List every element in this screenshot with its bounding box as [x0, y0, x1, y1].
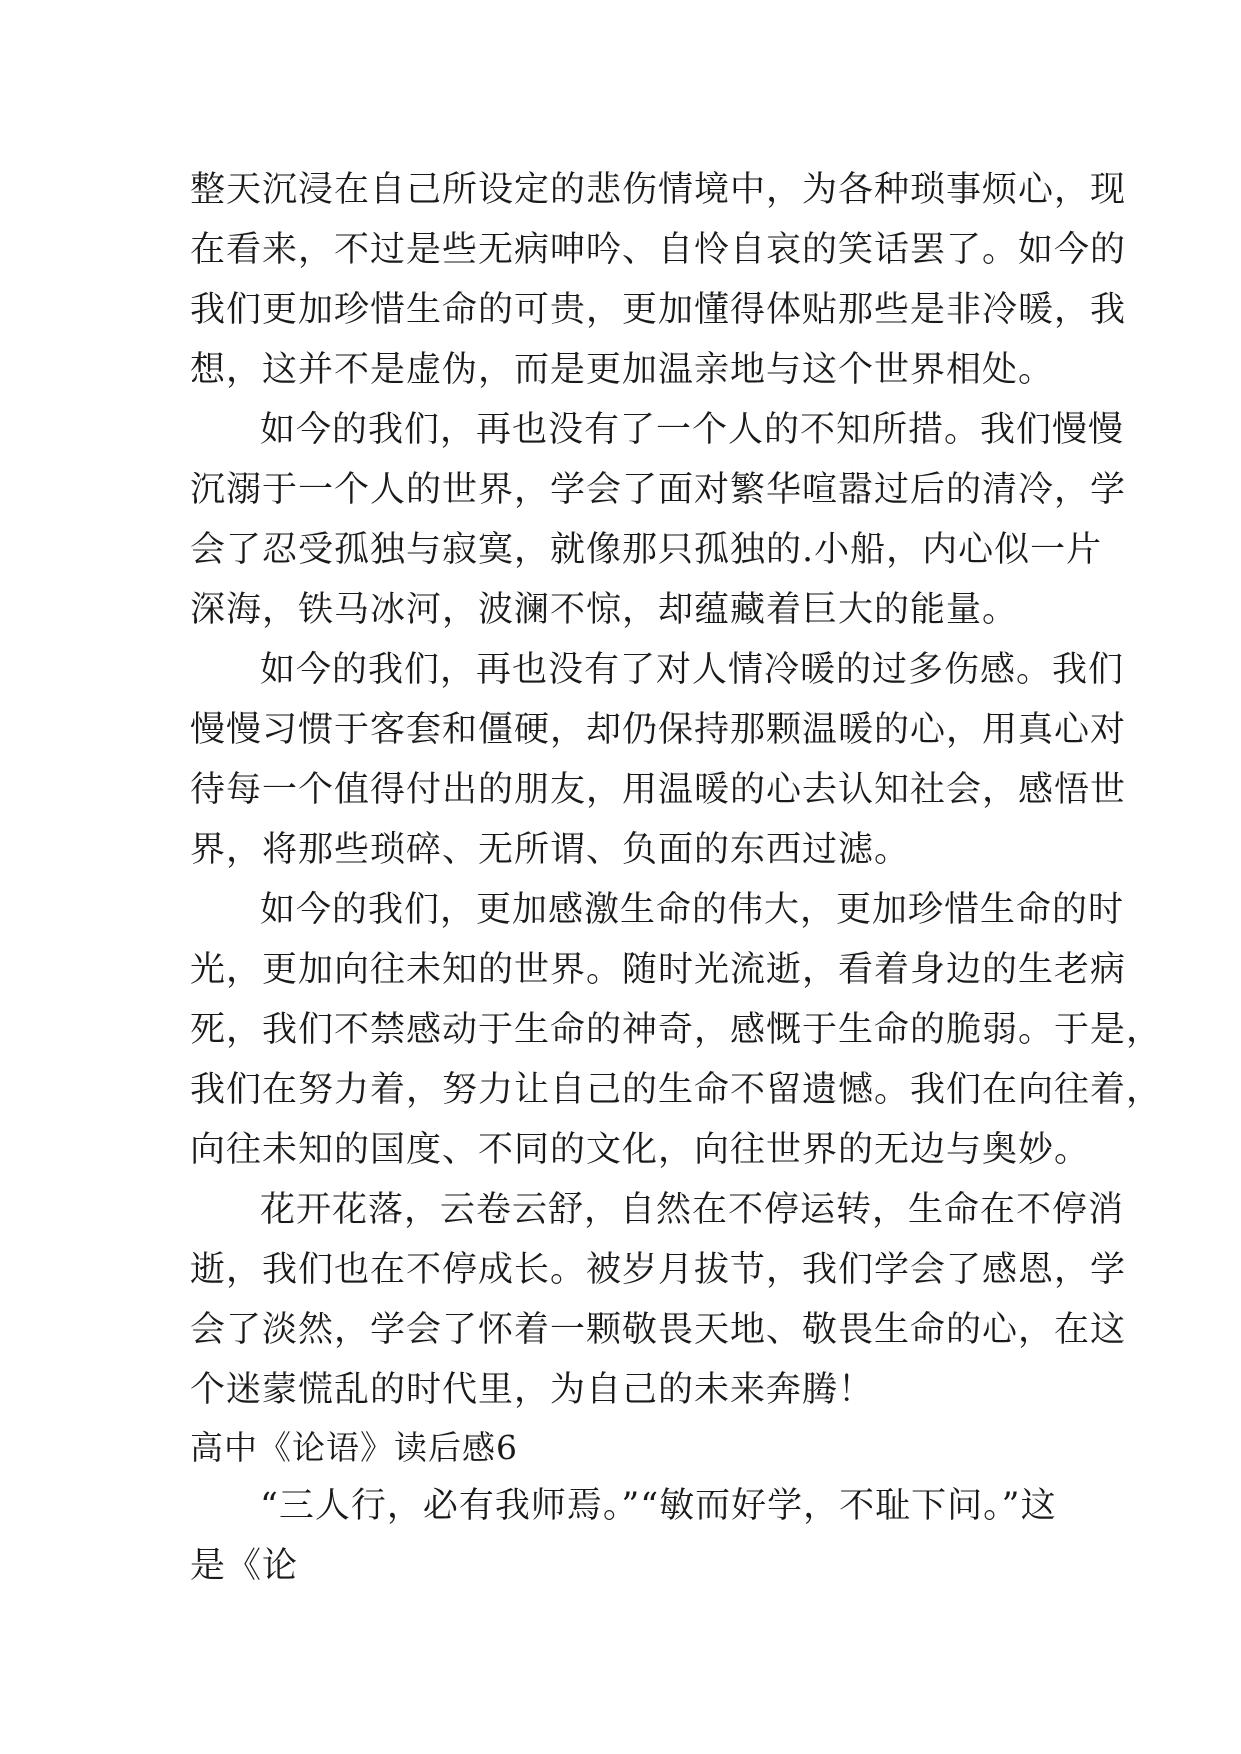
text-line: 会了忍受孤独与寂寞，就像那只孤独的.小船，内心似一片: [190, 530, 1103, 570]
text-line: 我们更加珍惜生命的可贵，更加懂得体贴那些是非冷暖，我: [190, 290, 1127, 330]
text-line: 逝，我们也在不停成长。被岁月拔节，我们学会了感恩，学: [190, 1250, 1127, 1290]
paragraph: [190, 1180, 1127, 1420]
document-page: [190, 160, 1163, 1596]
text-line: 如今的我们，更加感激生命的伟大，更加珍惜生命的时: [260, 890, 1125, 930]
text-line: 向往未知的国度、不同的文化，向往世界的无边与奥妙。: [190, 1130, 1091, 1170]
paragraph: [190, 640, 1127, 880]
paragraph: [190, 880, 1163, 1180]
paragraph: [190, 400, 1127, 640]
text-line: 界，将那些琐碎、无所谓、负面的东西过滤。: [190, 830, 911, 870]
paragraph: [190, 1476, 1057, 1596]
paragraph: [190, 160, 1127, 400]
text-line: 如今的我们，再也没有了对人情冷暖的过多伤感。我们: [260, 650, 1125, 690]
text-line: 花开花落，云卷云舒，自然在不停运转，生命在不停消: [260, 1190, 1125, 1230]
text-line: 会了淡然，学会了怀着一颗敬畏天地、敬畏生命的心，在这: [190, 1310, 1127, 1350]
text-line: 深海，铁马冰河，波澜不惊，却蕴藏着巨大的能量。: [190, 590, 1019, 630]
section-heading: 高中《论语》读后感6: [190, 1428, 518, 1467]
text-line: 想，这并不是虚伪，而是更加温亲地与这个世界相处。: [190, 350, 1055, 390]
text-line: 待每一个值得付出的朋友，用温暖的心去认知社会，感悟世: [190, 770, 1127, 810]
text-line: “三人行，必有我师焉。”“敏而好学，不耻下问。”这: [260, 1486, 1057, 1526]
text-line: 整天沉浸在自己所设定的悲伤情境中，为各种琐事烦心，现: [190, 170, 1127, 210]
text-line: 光，更加向往未知的世界。随时光流逝，看着身边的生老病: [190, 950, 1127, 990]
text-line: 是《论: [190, 1546, 299, 1586]
text-line: 死，我们不禁感动于生命的神奇，感慨于生命的脆弱。于是，: [190, 1010, 1163, 1050]
text-line: 如今的我们，再也没有了一个人的不知所措。我们慢慢: [260, 410, 1125, 450]
text-line: 慢慢习惯于客套和僵硬，却仍保持那颗温暖的心，用真心对: [190, 710, 1127, 750]
text-line: 我们在努力着，努力让自己的生命不留遗憾。我们在向往着，: [190, 1070, 1163, 1110]
text-line: 个迷蒙慌乱的时代里，为自己的未来奔腾！: [190, 1370, 875, 1410]
text-line: 沉溺于一个人的世界，学会了面对繁华喧嚣过后的清冷，学: [190, 470, 1127, 510]
text-line: 在看来，不过是些无病呻吟、自怜自哀的笑话罢了。如今的: [190, 230, 1127, 270]
